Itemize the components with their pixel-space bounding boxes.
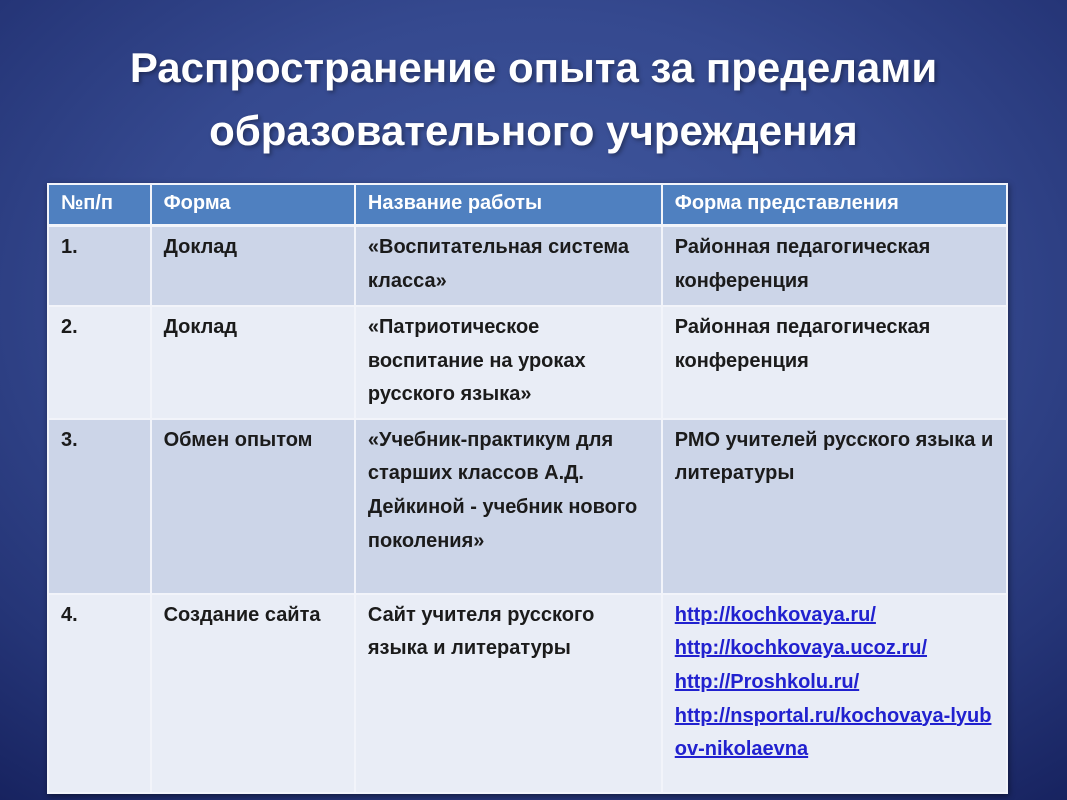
link-proshkolu-ru[interactable]: http://Proshkolu.ru/	[674, 670, 860, 693]
cell-presentation-form: РМО учителей русского языка и литературы	[662, 419, 1007, 594]
cell-form: Доклад	[151, 306, 355, 419]
cell-work-title: «Учебник-практикум для старших классов А.Д. Дейкиной - учебник нового поколения»	[355, 419, 662, 594]
slide-title-line-2: образовательного учреждения	[209, 107, 858, 154]
link-kochkovaya-ru[interactable]: http://kochkovaya.ru/	[674, 603, 876, 626]
table-row	[48, 226, 1007, 307]
table-row	[48, 594, 1007, 793]
experience-table	[47, 183, 1008, 794]
link-nsportal-ru[interactable]: http://nsportal.ru/kochovaya-lyubov-nikolaevna	[674, 704, 992, 761]
cell-presentation-form: Районная педагогическая конференция	[662, 306, 1007, 419]
cell-number: 4.	[48, 594, 151, 793]
cell-presentation-form: Районная педагогическая конференция	[662, 226, 1007, 307]
header-work-title: Название работы	[355, 184, 662, 226]
table-row	[48, 419, 1007, 594]
slide-title	[44, 0, 1024, 162]
header-presentation-form: Форма представления	[662, 184, 1007, 226]
cell-form: Обмен опытом	[151, 419, 355, 594]
table-header-row	[48, 184, 1007, 226]
header-number: №п/п	[48, 184, 151, 226]
cell-number: 1.	[48, 226, 151, 307]
experience-table-container	[47, 183, 1008, 794]
slide-title-line-1: Распространение опыта за пределами	[129, 44, 938, 91]
cell-work-title: Сайт учителя русского языка и литературы	[355, 594, 662, 793]
cell-form: Доклад	[151, 226, 355, 307]
cell-site-links	[662, 594, 1007, 793]
cell-number: 3.	[48, 419, 151, 594]
cell-number: 2.	[48, 306, 151, 419]
table-row	[48, 306, 1007, 419]
link-kochkovaya-ucoz-ru[interactable]: http://kochkovaya.ucoz.ru/	[674, 637, 928, 660]
cell-work-title: «Воспитательная система класса»	[355, 226, 662, 307]
header-form: Форма	[151, 184, 355, 226]
cell-form: Создание сайта	[151, 594, 355, 793]
cell-work-title: «Патриотическое воспитание на уроках русского языка»	[355, 306, 662, 419]
